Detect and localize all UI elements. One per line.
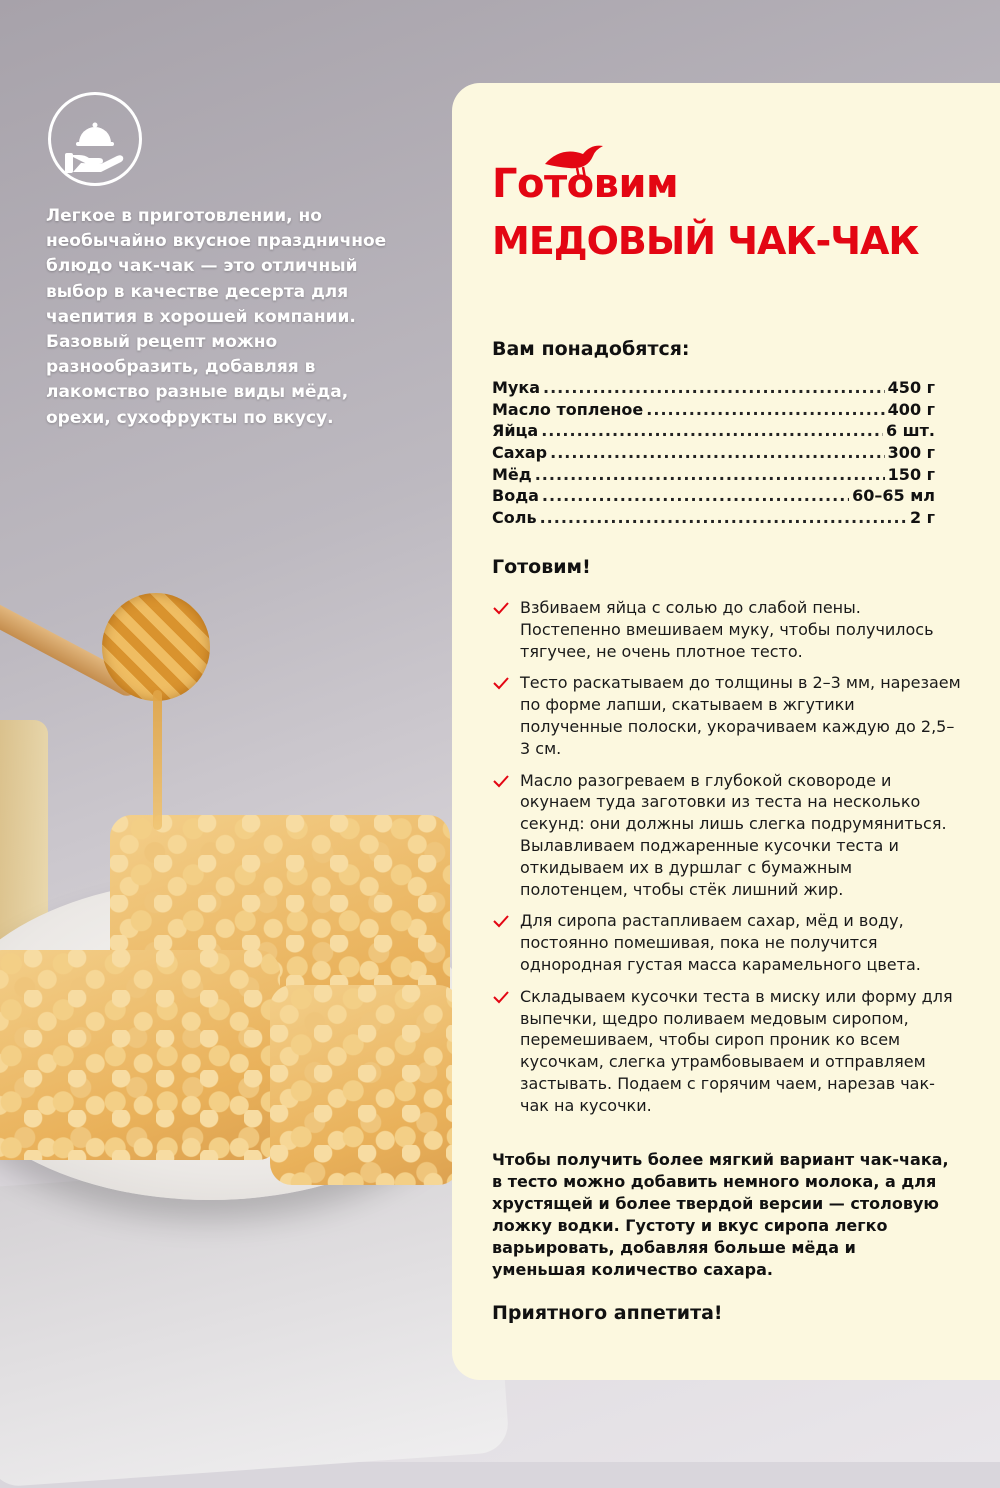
ingredient-row (492, 443, 935, 465)
recipe-title: МЕДОВЫЙ ЧАК-ЧАК (492, 219, 919, 263)
cooking-step (492, 986, 962, 1117)
chak-chak-piece (270, 985, 460, 1185)
leader-dots (535, 465, 885, 484)
cooking-steps (492, 597, 962, 1127)
cooking-step (492, 910, 962, 975)
ingredient-name: Мёд (492, 464, 532, 484)
ingredient-amount: 60–65 мл (852, 486, 935, 506)
closing-text: Приятного аппетита! (492, 1302, 723, 1324)
checkmark-icon (492, 773, 510, 789)
intro-paragraph: Легкое в приготовлении, но необычайно вкусное праздничное блюдо чак-чак — это отличный выбор в качестве десерта для чаепития в хорошей компании. Базовый рецепт можно разнообразить, добавляя в лакомство разные виды мёда, орехи, сухофрукты по вкусу. (46, 206, 387, 428)
leader-dots (542, 486, 849, 505)
recipe-title-block (492, 162, 992, 264)
ingredient-row (492, 465, 935, 487)
ingredient-row (492, 421, 935, 443)
tip-paragraph: Чтобы получить более мягкий вариант чак-чака, в тесто можно добавить немного молока, а для хрустящей и более твердой версии — столовую ложку водки. Густоту и вкус сиропа легко варьировать, добавляя больше мёда и уменьшая количество сахара. (492, 1150, 949, 1279)
ingredient-amount: 6 шт. (885, 421, 935, 441)
chak-chak-piece (0, 950, 280, 1160)
honey-drip (153, 690, 162, 830)
step-text: Взбиваем яйца с солью до слабой пены. Постепенно вмешиваем муку, чтобы получилось тягучее, не очень плотное тесто. (520, 598, 934, 661)
step-text: Для сиропа растапливаем сахар, мёд и воду, постоянно помешивая, пока не получится однородная густая масса карамельного цвета. (520, 911, 921, 974)
ingredient-row (492, 508, 935, 530)
ingredient-name: Масло топленое (492, 399, 644, 419)
leader-dots (543, 378, 885, 397)
checkmark-icon (492, 913, 510, 929)
checkmark-icon (492, 989, 510, 1005)
ingredient-amount: 450 г (887, 378, 935, 397)
ingredient-name: Яйца (492, 421, 539, 441)
step-text: Тесто раскатываем до толщины в 2–3 мм, нарезаем по форме лапши, скатываем в жгутики полученные полоски, укорачиваем каждую до 2,5–3 см. (520, 673, 961, 758)
brand-title: Готовим (492, 161, 679, 207)
ingredient-name: Сахар (492, 443, 548, 463)
leader-dots (540, 508, 907, 527)
ingredient-row (492, 378, 935, 400)
ingredients-heading: Вам понадобятся: (492, 338, 690, 360)
ingredient-name: Соль (492, 508, 537, 528)
ingredients-list (492, 378, 935, 530)
ingredient-amount: 300 г (887, 443, 935, 463)
leader-dots (550, 443, 885, 462)
ingredient-name: Мука (492, 378, 541, 397)
cooking-step (492, 672, 962, 759)
ingredient-row (492, 400, 935, 422)
checkmark-icon (492, 600, 510, 616)
ingredient-amount: 150 г (887, 464, 935, 484)
ingredient-name: Вода (492, 486, 539, 506)
ingredient-row (492, 486, 935, 508)
serving-cloche-hand-icon (48, 92, 142, 186)
checkmark-icon (492, 675, 510, 691)
leader-dots (541, 421, 883, 440)
cooking-step (492, 597, 962, 662)
napkin (0, 1152, 510, 1488)
ingredient-amount: 2 г (909, 508, 935, 528)
leader-dots (646, 400, 884, 419)
step-text: Складываем кусочки теста в миску или форму для выпечки, щедро поливаем медовым сиропом, перемешиваем, чтобы сироп проник ко всем кусочкам, слегка утрамбовываем и отправляем застывать. Подаем с горячим чаем, нарезав чак-чак на кусочки. (520, 986, 953, 1115)
cooking-step (492, 770, 962, 901)
ingredient-amount: 400 г (887, 399, 935, 419)
cooking-heading: Готовим! (492, 556, 591, 578)
step-text: Масло разогреваем в глубокой сковороде и окунаем туда заготовки из теста на несколько секунд: они должны лишь слегка подрумяниться. Вылавливаем поджаренные кусочки теста и откидываем их в дуршлаг с бумажным полотенцем, чтобы стёк лишний жир. (520, 770, 947, 899)
honey-dipper-head (102, 593, 210, 701)
